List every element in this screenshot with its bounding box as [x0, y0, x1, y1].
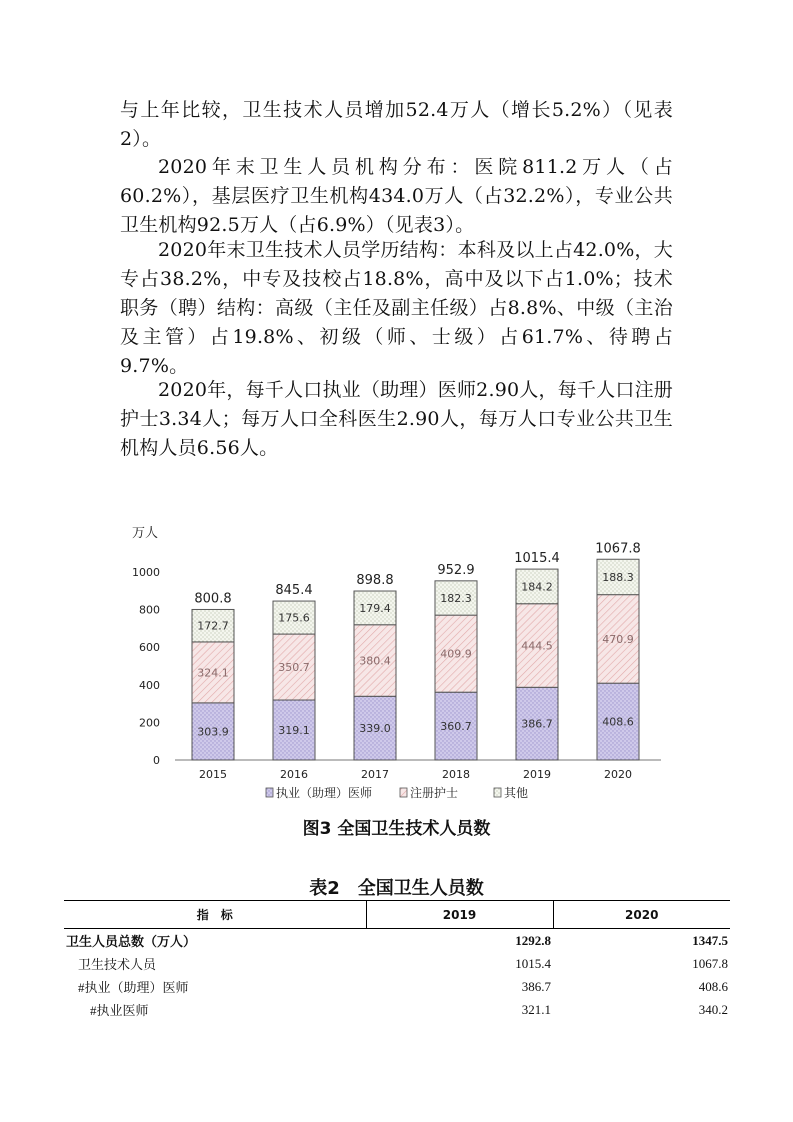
value-label-others: 182.3: [440, 591, 472, 605]
value-label-others: 184.2: [521, 580, 553, 594]
cell-2019: 386.7: [521, 978, 551, 994]
table-title: 表2 全国卫生人员数: [309, 878, 484, 899]
table-row: [64, 929, 730, 953]
header-indicator: 指 标: [64, 901, 366, 929]
value-label-nurses: 409.9: [440, 647, 472, 661]
stacked-bar-chart: [118, 520, 678, 810]
legend-swatch: [266, 788, 273, 797]
value-label-doctors: 339.0: [359, 722, 391, 736]
value-label-others: 188.3: [602, 570, 634, 584]
value-label-others: 179.4: [359, 601, 391, 615]
paragraph-3: 2020年末卫生技术人员学历结构：本科及以上占42.0%，大专占38.2%，中专及技校占18.8%，高中及以下占1.0%；技术职务（聘）结构：高级（主任及副主任级）占8.8%、中级（主治及主管）占19.8%、初级（师、士级）占61.7%、待聘占9.7%。: [120, 239, 673, 377]
y-tick-label: 200: [139, 716, 160, 730]
y-tick-label: 800: [139, 603, 160, 617]
y-tick-label: 1000: [132, 566, 160, 579]
table-row: [64, 952, 730, 975]
value-label-nurses: 324.1: [197, 666, 229, 680]
paragraph-2: 2020年末卫生人员机构分布：医院811.2万人（占60.2%），基层医疗卫生机构434.0万人（占32.2%），专业公共卫生机构92.5万人（占6.9%）（见表3）。: [120, 156, 673, 236]
value-label-nurses: 380.4: [359, 654, 391, 668]
header-2019: 2019: [366, 901, 553, 929]
x-tick-label: 2020: [604, 768, 632, 781]
table-header-row: [64, 901, 730, 929]
cell-2019: 1292.8: [515, 932, 551, 948]
value-label-doctors: 408.6: [602, 715, 634, 729]
value-label-doctors: 319.1: [278, 724, 310, 738]
legend-label: 其他: [504, 786, 529, 800]
paragraph-4: 2020年，每千人口执业（助理）医师2.90人，每千人口注册护士3.34人；每万人口全科医生2.90人，每万人口专业公共卫生机构人员6.56人。: [120, 379, 673, 459]
row-label: #执业（助理）医师: [78, 980, 189, 995]
y-tick-label: 0: [153, 754, 160, 767]
value-label-others: 172.7: [197, 619, 229, 633]
value-label-doctors: 303.9: [197, 725, 229, 739]
cell-2020: 1067.8: [692, 955, 728, 971]
y-tick-label: 600: [139, 641, 160, 655]
legend-swatch: [494, 788, 501, 797]
figure-caption: 图3 全国卫生技术人员数: [302, 819, 491, 839]
x-tick-label: 2016: [280, 768, 308, 781]
value-label-nurses: 350.7: [278, 661, 310, 675]
x-tick-label: 2017: [361, 768, 389, 781]
y-axis-label: 万人: [132, 526, 159, 541]
total-label: 1015.4: [514, 551, 560, 567]
x-tick-label: 2018: [442, 768, 470, 781]
total-label: 1067.8: [595, 541, 641, 557]
value-label-nurses: 470.9: [602, 632, 634, 646]
total-label: 845.4: [275, 583, 313, 599]
value-label-doctors: 360.7: [440, 720, 472, 734]
legend-label: 执业（助理）医师: [276, 786, 373, 800]
paragraph-1: 与上年比较，卫生技术人员增加52.4万人（增长5.2%）（见表2）。: [120, 99, 673, 150]
cell-2019: 321.1: [521, 1001, 551, 1017]
total-label: 898.8: [356, 573, 394, 589]
legend-label: 注册护士: [410, 786, 459, 800]
personnel-table: [64, 900, 730, 1021]
table-row: [64, 998, 730, 1021]
row-label: 卫生技术人员: [78, 957, 157, 972]
header-2020: 2020: [553, 901, 730, 929]
value-label-doctors: 386.7: [521, 717, 553, 731]
cell-2019: 1015.4: [515, 955, 551, 971]
row-label: #执业医师: [90, 1003, 149, 1018]
table-row: [64, 975, 730, 998]
y-tick-label: 400: [139, 678, 160, 692]
legend-swatch: [400, 788, 407, 797]
value-label-others: 175.6: [278, 611, 310, 625]
cell-2020: 1347.5: [692, 932, 728, 948]
cell-2020: 408.6: [698, 978, 728, 994]
value-label-nurses: 444.5: [521, 639, 553, 653]
x-tick-label: 2015: [199, 768, 227, 781]
total-label: 952.9: [437, 562, 475, 578]
row-label: 卫生人员总数（万人）: [66, 934, 197, 949]
total-label: 800.8: [194, 591, 232, 607]
cell-2020: 340.2: [698, 1001, 728, 1017]
x-tick-label: 2019: [523, 768, 551, 781]
